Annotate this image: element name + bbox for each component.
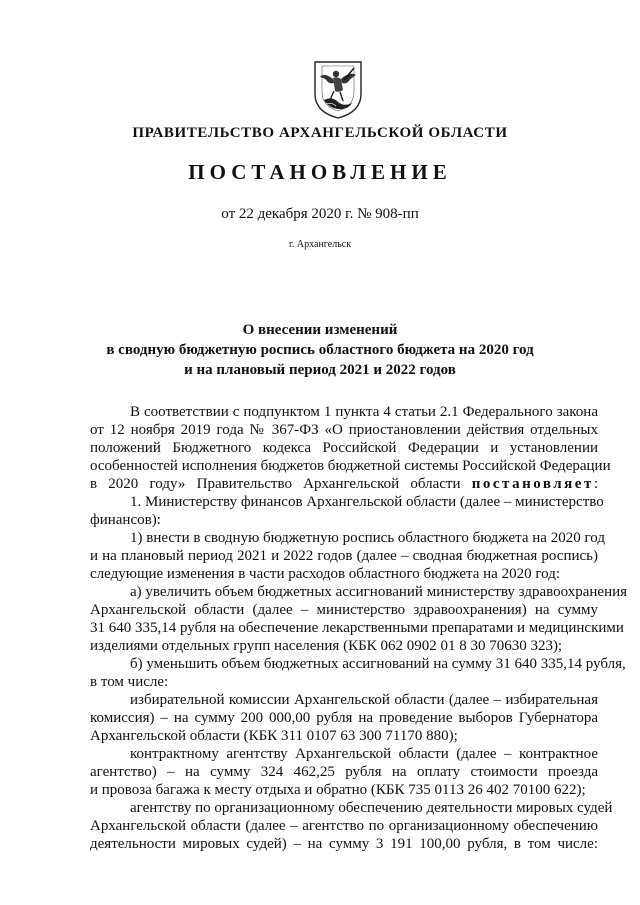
document-title-line: и на плановый период 2021 и 2022 годов <box>184 362 456 378</box>
body-line: и провоза багажа к месту отдыха и обратно (КБК 735 0113 26 402 70100 622); <box>90 782 586 798</box>
body-line: 31 640 335,14 рубля на обеспечение лекарственными препаратами и медицинскими <box>90 620 624 636</box>
document-type: ПОСТАНОВЛЕНИЕ <box>188 160 452 184</box>
document-city: г. Архангельск <box>288 239 352 250</box>
body-line: особенностей исполнения бюджетов бюджетной системы Российской Федерации <box>90 458 611 474</box>
resolution-colon: : <box>593 476 598 492</box>
resolution-verb: постановляет <box>471 476 594 492</box>
body-line: б) уменьшить объем бюджетных ассигнований на сумму 31 640 335,14 рубля, <box>130 656 626 672</box>
body-line: 1. Министерству финансов Архангельской области (далее – министерство <box>130 494 604 510</box>
body-line: Архангельской области (КБК 311 0107 63 300 71170 880); <box>90 728 458 744</box>
body-line: агентство) – на сумму 324 462,25 рубля на оплату стоимости проезда <box>90 764 598 780</box>
body-line: финансов): <box>90 512 161 528</box>
coat-of-arms-graphic <box>312 60 364 120</box>
body-line: избирательной комиссии Архангельской области (далее – избирательная <box>130 692 598 708</box>
coat-of-arms-icon <box>312 60 364 120</box>
body-line: и на плановый период 2021 и 2022 годов (далее – сводная бюджетная роспись) <box>90 548 598 564</box>
body-line: агентству по организационному обеспечению деятельности мировых судей <box>130 800 613 816</box>
body-line: деятельности мировых судей) – на сумму 3 191 100,00 рубля, в том числе: <box>90 836 598 852</box>
body-line: следующие изменения в части расходов областного бюджета на 2020 год: <box>90 566 560 582</box>
document-title <box>0 320 640 380</box>
body-line: изделиями отдельных групп населения (КБК 062 0902 01 8 30 70630 323); <box>90 638 563 654</box>
body-line: от 12 ноября 2019 года № 367-ФЗ «О приостановлении действия отдельных <box>90 422 598 438</box>
body-line: 1) внести в сводную бюджетную роспись областного бюджета на 2020 год <box>130 530 605 546</box>
document-title-line: в сводную бюджетную роспись областного бюджета на 2020 год <box>106 342 534 358</box>
body-line <box>90 475 598 493</box>
document-date-number: от 22 декабря 2020 г. № 908-пп <box>221 206 419 222</box>
body-line-text: в 2020 году» Правительство Архангельской области <box>90 476 461 492</box>
body-line: комиссия) – на сумму 200 000,00 рубля на проведение выборов Губернатора <box>90 710 598 726</box>
body-line: В соответствии с подпунктом 1 пункта 4 статьи 2.1 Федерального закона <box>130 404 598 420</box>
body-line: Архангельской области (далее – агентство по организационному обеспечению <box>90 818 598 834</box>
body-line: в том числе: <box>90 674 169 690</box>
body-line: а) увеличить объем бюджетных ассигнований министерству здравоохранения <box>130 584 628 600</box>
organization-name: ПРАВИТЕЛЬСТВО АРХАНГЕЛЬСКОЙ ОБЛАСТИ <box>132 125 508 141</box>
document-title-line: О внесении изменений <box>242 322 398 338</box>
document-body <box>90 403 628 853</box>
body-line: положений Бюджетного кодекса Российской Федерации и установлении <box>90 440 598 456</box>
body-line: контрактному агентству Архангельской области (далее – контрактное <box>130 746 598 762</box>
body-line: Архангельской области (далее – министерство здравоохранения) на сумму <box>90 602 598 618</box>
